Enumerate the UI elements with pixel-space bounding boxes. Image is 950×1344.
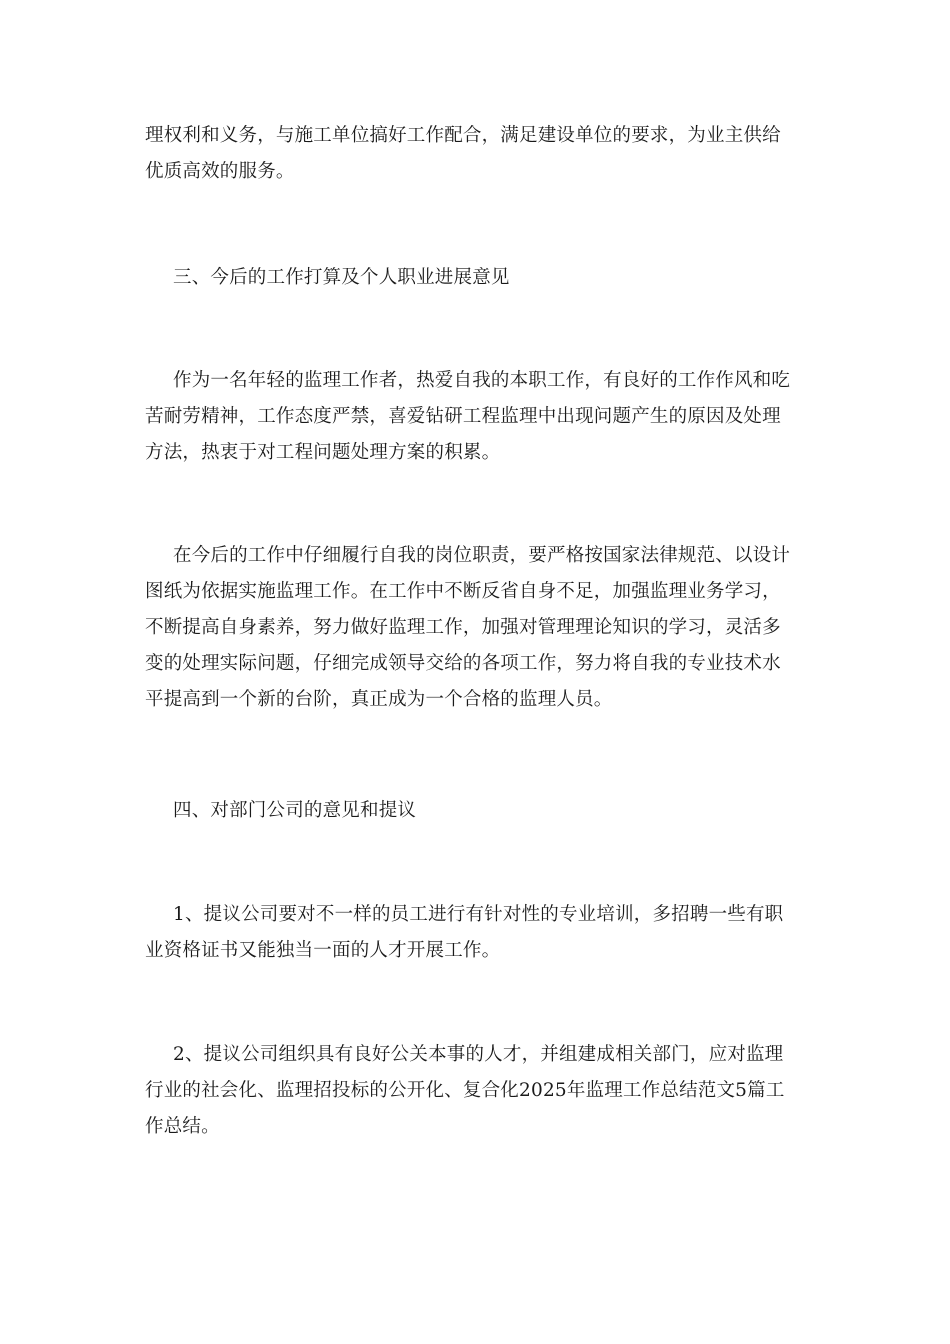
heading-text: 四、对部门公司的意见和提议 — [173, 800, 417, 821]
text-line: 行业的社会化、监理招投标的公开化、复合化2025年监理工作总结范文5篇工 — [145, 1080, 785, 1101]
text-line: 作总结。 — [145, 1116, 220, 1137]
paragraph-young-supervisor — [145, 363, 805, 471]
text-line: 苦耐劳精神，工作态度严禁，喜爱钻研工程监理中出现问题产生的原因及处理 — [145, 406, 781, 427]
text-line: 1、提议公司要对不一样的员工进行有针对性的专业培训，多招聘一些有职 — [173, 904, 784, 925]
text-line: 优质高效的服务。 — [145, 161, 295, 182]
section-heading-3 — [145, 260, 805, 296]
paragraph-suggestion-2 — [145, 1037, 805, 1145]
heading-text: 三、今后的工作打算及个人职业进展意见 — [173, 267, 510, 288]
section-heading-4 — [145, 793, 805, 829]
text-line: 平提高到一个新的台阶，真正成为一个合格的监理人员。 — [145, 689, 613, 710]
text-line: 不断提高自身素养，努力做好监理工作，加强对管理理论知识的学习，灵活多 — [145, 617, 781, 638]
text-line: 方法，热衷于对工程问题处理方案的积累。 — [145, 442, 501, 463]
paragraph-continuation — [145, 118, 805, 190]
text-line: 理权利和义务，与施工单位搞好工作配合，满足建设单位的要求，为业主供给 — [145, 125, 781, 146]
text-line: 作为一名年轻的监理工作者，热爱自我的本职工作，有良好的工作作风和吃 — [173, 370, 791, 391]
text-line: 在今后的工作中仔细履行自我的岗位职责，要严格按国家法律规范、以设计 — [173, 545, 791, 566]
paragraph-future-work — [145, 538, 805, 718]
text-line: 变的处理实际问题，仔细完成领导交给的各项工作，努力将自我的专业技术水 — [145, 653, 781, 674]
paragraph-suggestion-1 — [145, 897, 805, 969]
text-line: 2、提议公司组织具有良好公关本事的人才，并组建成相关部门，应对监理 — [173, 1044, 784, 1065]
text-line: 图纸为依据实施监理工作。在工作中不断反省自身不足，加强监理业务学习， — [145, 581, 781, 602]
text-line: 业资格证书又能独当一面的人才开展工作。 — [145, 940, 501, 961]
